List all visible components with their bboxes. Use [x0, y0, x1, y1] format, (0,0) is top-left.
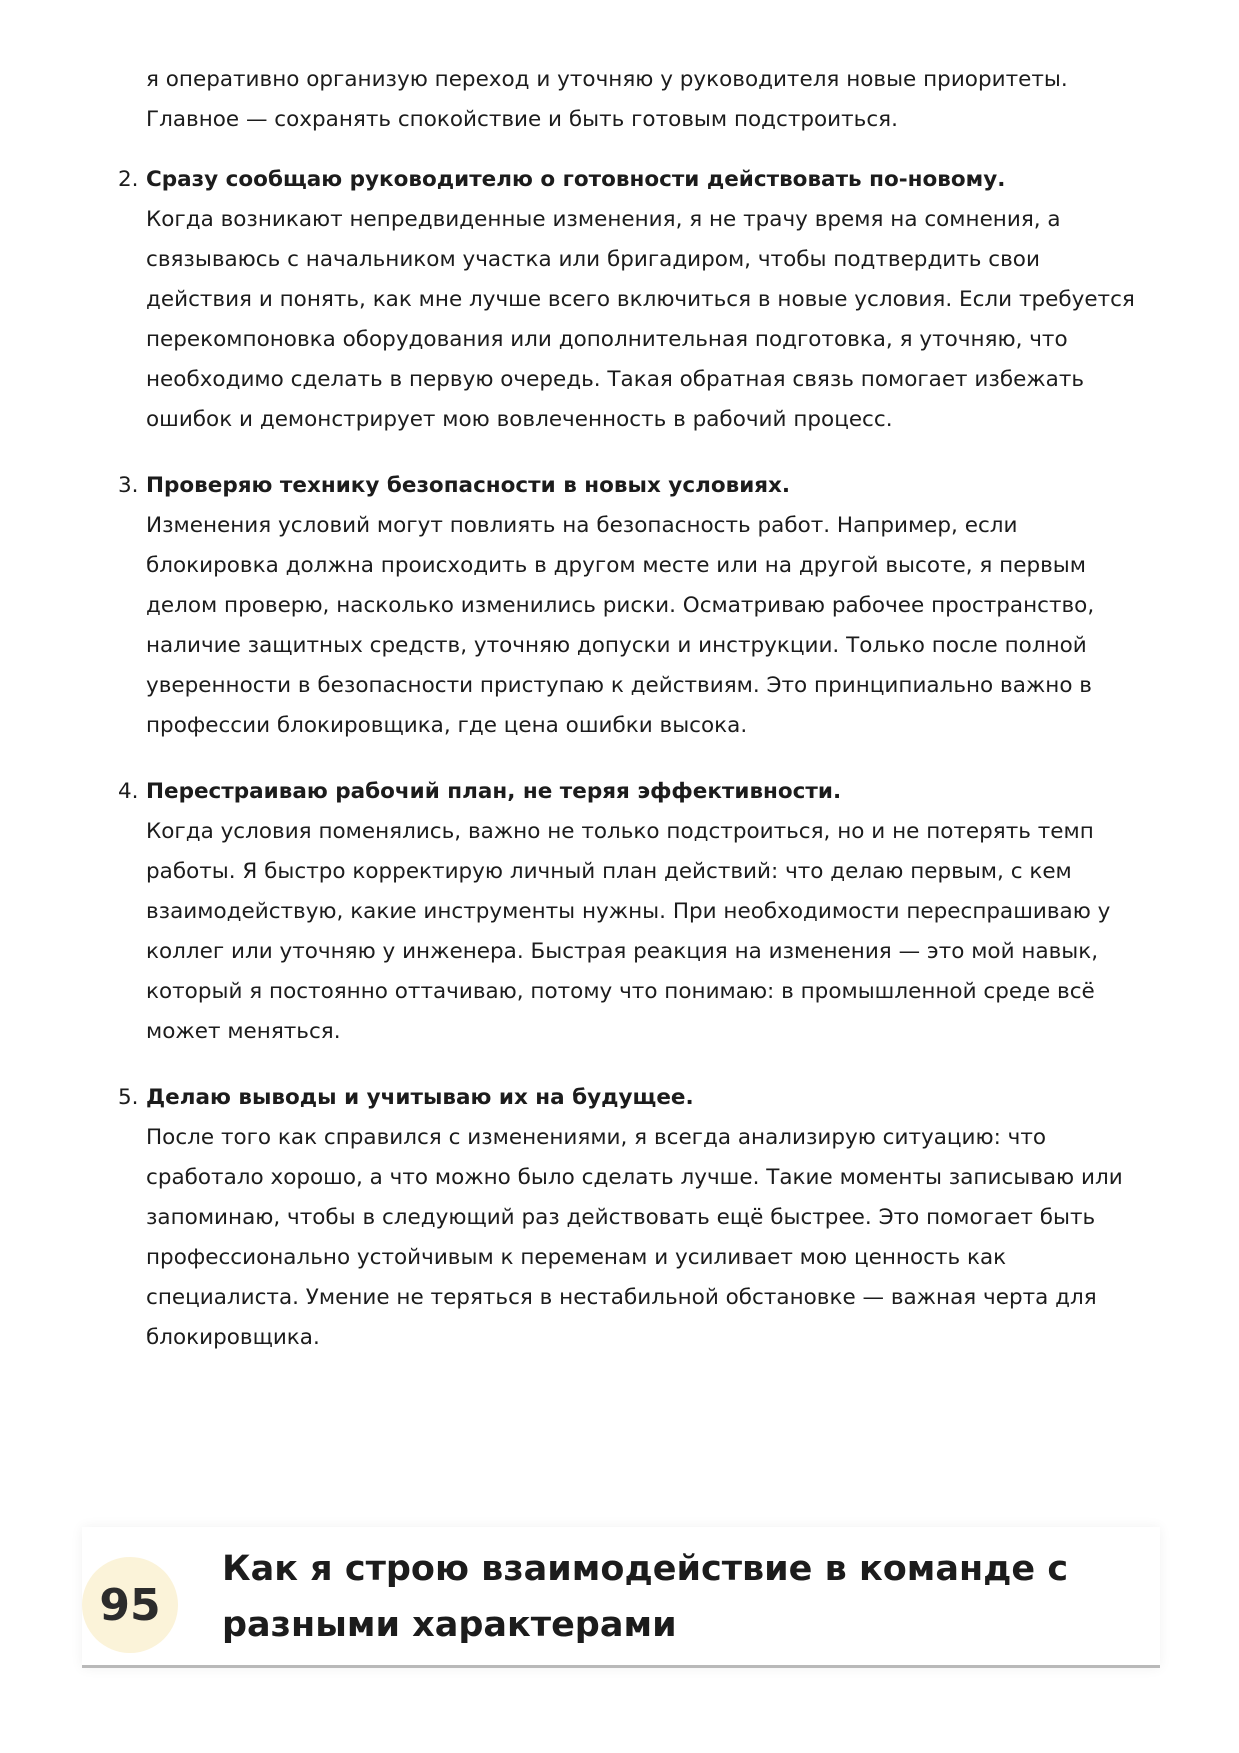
list-item-text: Изменения условий могут повлиять на безопасность работ. Например, если блокировка должна происходить в другом месте или на другой высоте, я первым делом проверю, насколько изменились риски. Осматриваю рабочее пространство, наличие защитных средств, уточняю допуски и инструкции. Только после полной уверенности в безопасности приступаю к действиям. Это принципиально важно в профессии блокировщика, где цена ошибки высока.: [146, 513, 1095, 738]
intro-paragraph: я оперативно организую переход и уточняю у руководителя новые приоритеты. Главное — сохранять спокойствие и быть готовым подстроиться.: [146, 67, 1068, 132]
list-item-text: После того как справился с изменениями, я всегда анализирую ситуацию: что сработало хорошо, а что можно было сделать лучше. Такие моменты записываю или запоминаю, чтобы в следующий раз действовать ещё быстрее. Это помогает быть профессионально устойчивым к переменам и усиливает мою ценность как специалиста. Умение не теряться в нестабильной обстановке — важная черта для блокировщика.: [146, 1125, 1123, 1350]
list-item-title: Делаю выводы и учитываю их на будущее.: [146, 1085, 694, 1110]
list-item-text: Когда условия поменялись, важно не только подстроиться, но и не потерять темп работы. Я быстро корректирую личный план действий: что делаю первым, с кем взаимодействую, какие инструменты нужны. При необходимости переспрашиваю у коллег или уточняю у инженера. Быстрая реакция на изменения — это мой навык, который я постоянно оттачиваю, потому что понимаю: в промышленной среде всё может меняться.: [146, 819, 1111, 1044]
list-item-number: 2.: [118, 167, 139, 192]
list-item-number: 5.: [118, 1085, 139, 1110]
section-number-badge: 95: [82, 1557, 178, 1653]
section-title: Как я строю взаимодействие в команде с разными характерами: [222, 1549, 1069, 1645]
list-item-title: Проверяю технику безопасности в новых условиях.: [146, 473, 791, 498]
list-item-title: Перестраиваю рабочий план, не теряя эффективности.: [146, 779, 842, 804]
list-item-text: Когда возникают непредвиденные изменения, я не трачу время на сомнения, а связываюсь с начальником участка или бригадиром, чтобы подтвердить свои действия и понять, как мне лучше всего включиться в новые условия. Если требуется перекомпоновка оборудования или дополнительная подготовка, я уточняю, что необходимо сделать в первую очередь. Такая обратная связь помогает избежать ошибок и демонстрирует мою вовлеченность в рабочий процесс.: [146, 207, 1135, 432]
list-item: [110, 772, 1150, 1052]
list-item: [110, 466, 1150, 746]
numbered-list: [110, 160, 1150, 1384]
list-item: [110, 160, 1150, 440]
list-item-number: 4.: [118, 779, 139, 804]
section-header: [82, 1527, 1160, 1668]
list-item: [110, 1078, 1150, 1358]
list-item-title: Сразу сообщаю руководителю о готовности действовать по-новому.: [146, 167, 1006, 192]
list-item-number: 3.: [118, 473, 139, 498]
